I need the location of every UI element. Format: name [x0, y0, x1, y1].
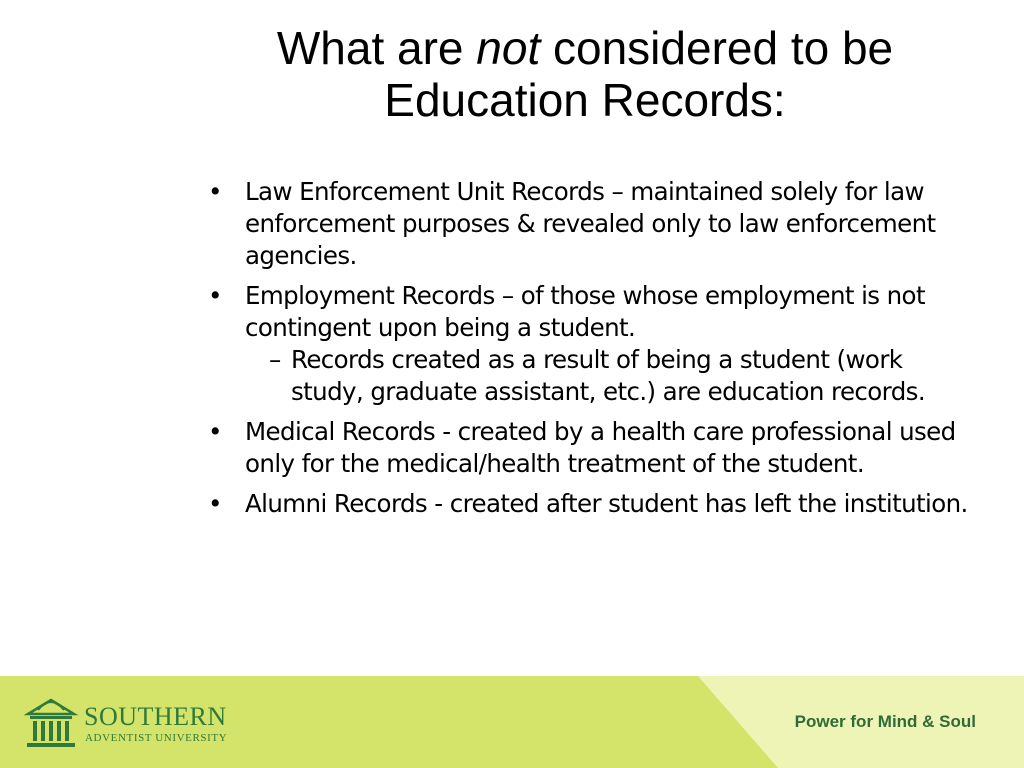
bullet-marker: • [208, 177, 222, 206]
bullet-item [208, 176, 968, 272]
sub-bullet-item [245, 344, 968, 408]
bullet-item [208, 280, 968, 408]
bullet-list [208, 176, 968, 528]
tagline: Power for Mind & Soul [794, 712, 976, 731]
bullet-marker: • [208, 417, 222, 446]
bullet-marker: • [208, 489, 222, 518]
sub-bullet-marker: – [269, 345, 281, 374]
bullet-text: Law Enforcement Unit Records – maintained solely for law enforcement purposes & revealed only to law enforcement agencies. [245, 177, 936, 270]
logo-subtitle: ADVENTIST UNIVERSITY [85, 732, 228, 744]
bullet-text: Employment Records – of those whose employment is not contingent upon being a student. [245, 281, 925, 342]
sub-bullet-list [245, 344, 968, 408]
title-emphasis: not [476, 22, 541, 74]
footer-band [0, 676, 1024, 768]
title-line1-before: What are [276, 22, 477, 74]
bullet-item [208, 416, 968, 480]
title-line2: Education Records: [384, 74, 786, 126]
bullet-text: Medical Records - created by a health care professional used only for the medical/health treatment of the student. [245, 417, 956, 478]
sub-bullet-text: Records created as a result of being a student (work study, graduate assistant, etc.) are education records. [291, 345, 926, 406]
slide-title [190, 22, 980, 126]
columns-emblem-icon [24, 692, 78, 752]
bullet-text: Alumni Records - created after student has left the institution. [245, 489, 968, 518]
title-line1-after: considered to be [540, 22, 894, 74]
logo-name: SOUTHERN [84, 702, 227, 731]
bullet-marker: • [208, 281, 222, 310]
university-logo [24, 692, 254, 752]
bullet-item [208, 488, 968, 520]
